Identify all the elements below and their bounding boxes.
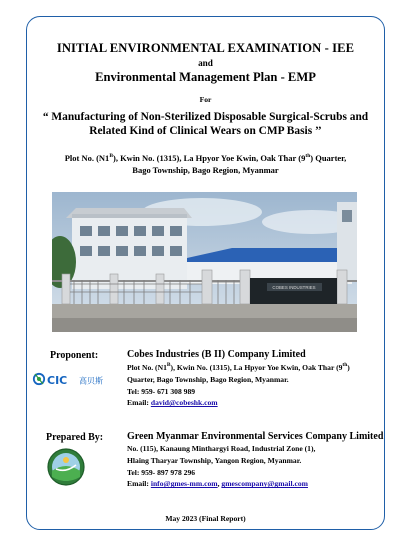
prepared-by-details (127, 431, 383, 490)
proponent-address-line2: Quarter, Bago Township, Bago Region, Myanmar. (127, 374, 289, 384)
gmes-logo (46, 447, 86, 487)
project-location-line1: Plot No. $(N1^B)$, Kwin No. (1315), La Hpyor Yoe Kwin, Oak Thar (9th) Quarter, (64, 153, 347, 163)
gate-sign-text: COBES INDUSTRIES (272, 285, 316, 290)
proponent-company: Cobes Industries (B II) Company Limited (127, 349, 306, 360)
prepared-by-email-row: Email: info@gmes-mm.com, gmescompany@gmail.com (127, 479, 308, 489)
proponent-tel: Tel: 959- 671 308 989 (127, 386, 196, 396)
prepared-by-company: Green Myanmar Environmental Services Company Limited (127, 431, 384, 442)
prepared-by-label: Prepared By: (46, 432, 104, 443)
project-location (26, 152, 385, 176)
cic-logo (32, 370, 112, 390)
cic-logo-cn-text: 高贝斯 (79, 376, 103, 386)
for-text: For (199, 95, 212, 104)
prepared-by-email-link-1[interactable]: info@gmes-mm.com (150, 479, 218, 489)
proponent-email-link[interactable]: david@cobeshk.com (150, 398, 218, 408)
cic-logo-text: CIC (47, 374, 68, 388)
factory-photo (52, 192, 357, 332)
prepared-by-tel: Tel: 959- 897 978 296 (127, 467, 196, 477)
and-text: and (198, 58, 213, 68)
report-subtitle: Environmental Management Plan - EMP (95, 70, 316, 84)
prepared-by-address-line1: No. (115), Kanaung Minthargyi Road, Industrial Zone (1), (127, 444, 316, 453)
proponent-label: Proponent: (50, 350, 99, 361)
proponent-email-row: Email: david@cobeshk.com (127, 398, 218, 408)
project-title (26, 110, 385, 138)
project-title-line1: “ Manufacturing of Non-Sterilized Disposable Surgical-Scrubs and (42, 111, 369, 123)
report-date: May 2023 (Final Report) (165, 514, 246, 523)
proponent-address-line1: Plot No. $(N1^B)$, Kwin No. (1315), La Hpyor Yoe Kwin, Oak Thar (9th) (127, 362, 350, 372)
project-location-line2: Bago Township, Bago Region, Myanmar (132, 165, 279, 175)
project-title-line2: Related Kind of Clinical Wears on CMP Basis ’’ (89, 125, 322, 137)
proponent-details (127, 349, 350, 409)
report-title: INITIAL ENVIRONMENTAL EXAMINATION - IEE (56, 41, 355, 55)
prepared-by-address-line2: Hlaing Tharyar Township, Yangon Region, Myanmar. (127, 455, 302, 465)
prepared-by-email-link-2[interactable]: gmescompany@gmail.com (221, 479, 308, 489)
